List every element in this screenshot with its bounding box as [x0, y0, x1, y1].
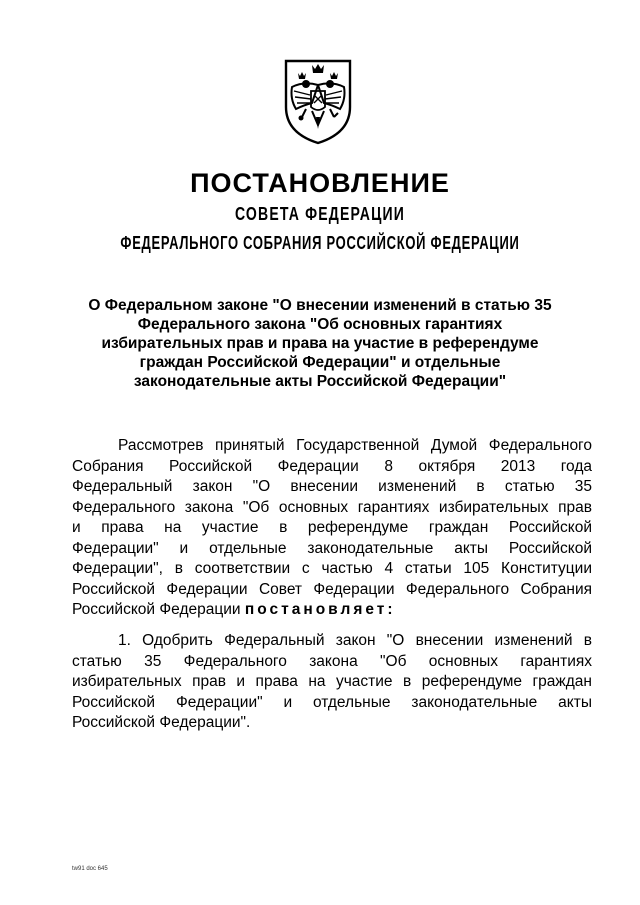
paragraph-line: 1. Одобрить Федеральный закон "О внесении изменений в	[118, 632, 592, 649]
paragraph-line: и права на участие в референдуме граждан Российской	[72, 519, 592, 536]
paragraph-line	[72, 600, 592, 621]
preamble-paragraph	[72, 436, 592, 621]
paragraph-last-prefix: Российской Федерации	[72, 601, 241, 618]
paragraph-line: Российской Федерации Совет Федерации Федерального Собрания	[72, 580, 592, 598]
paragraph-line: Российской Федерации".	[72, 714, 251, 731]
coat-of-arms-icon	[278, 55, 358, 147]
paragraph-line: Российской Федерации" и отдельные законодательные акты	[72, 693, 592, 711]
subject-line: законодательные акты Российской Федерации"	[133, 373, 507, 390]
document-title: ПОСТАНОВЛЕНИЕ	[190, 168, 450, 198]
document-subject	[70, 296, 570, 391]
issuer-line-1: СОВЕТА ФЕДЕРАЦИИ	[234, 204, 406, 224]
paragraph-line: статью 35 Федерального закона "Об основных гарантиях	[72, 652, 592, 670]
subject-line: Федерального закона "Об основных гарантиях	[137, 316, 503, 333]
paragraph-line: Федерального закона "Об основных гарантиях избирательных прав	[72, 498, 592, 516]
subject-line: О Федеральном законе "О внесении изменений в статью 35	[88, 297, 552, 314]
resolution-item-1	[72, 631, 592, 734]
paragraph-line: Собрания Российской Федерации 8 октября 2013 года	[72, 457, 592, 475]
paragraph-line: Федерации", в соответствии с частью 4 статьи 105 Конституции	[72, 560, 592, 577]
subject-line: граждан Российской Федерации" и отдельные	[139, 354, 501, 371]
issuer-line-2: ФЕДЕРАЛЬНОГО СОБРАНИЯ РОССИЙСКОЙ ФЕДЕРАЦИИ	[120, 233, 520, 253]
paragraph-line: избирательных прав и права на участие в референдуме граждан	[72, 673, 592, 690]
subject-line: избирательных прав и права на участие в референдуме	[101, 335, 539, 352]
document-code: tw91 doc 645	[72, 866, 108, 872]
paragraph-line: Рассмотрев принятый Государственной Думой Федерального	[118, 437, 592, 454]
resolution-verb: постановляет:	[244, 601, 396, 618]
paragraph-line: Федерации" и отдельные законодательные акты Российской	[72, 539, 592, 557]
paragraph-line: Федеральный закон "О внесении изменений в статью 35	[72, 478, 592, 495]
